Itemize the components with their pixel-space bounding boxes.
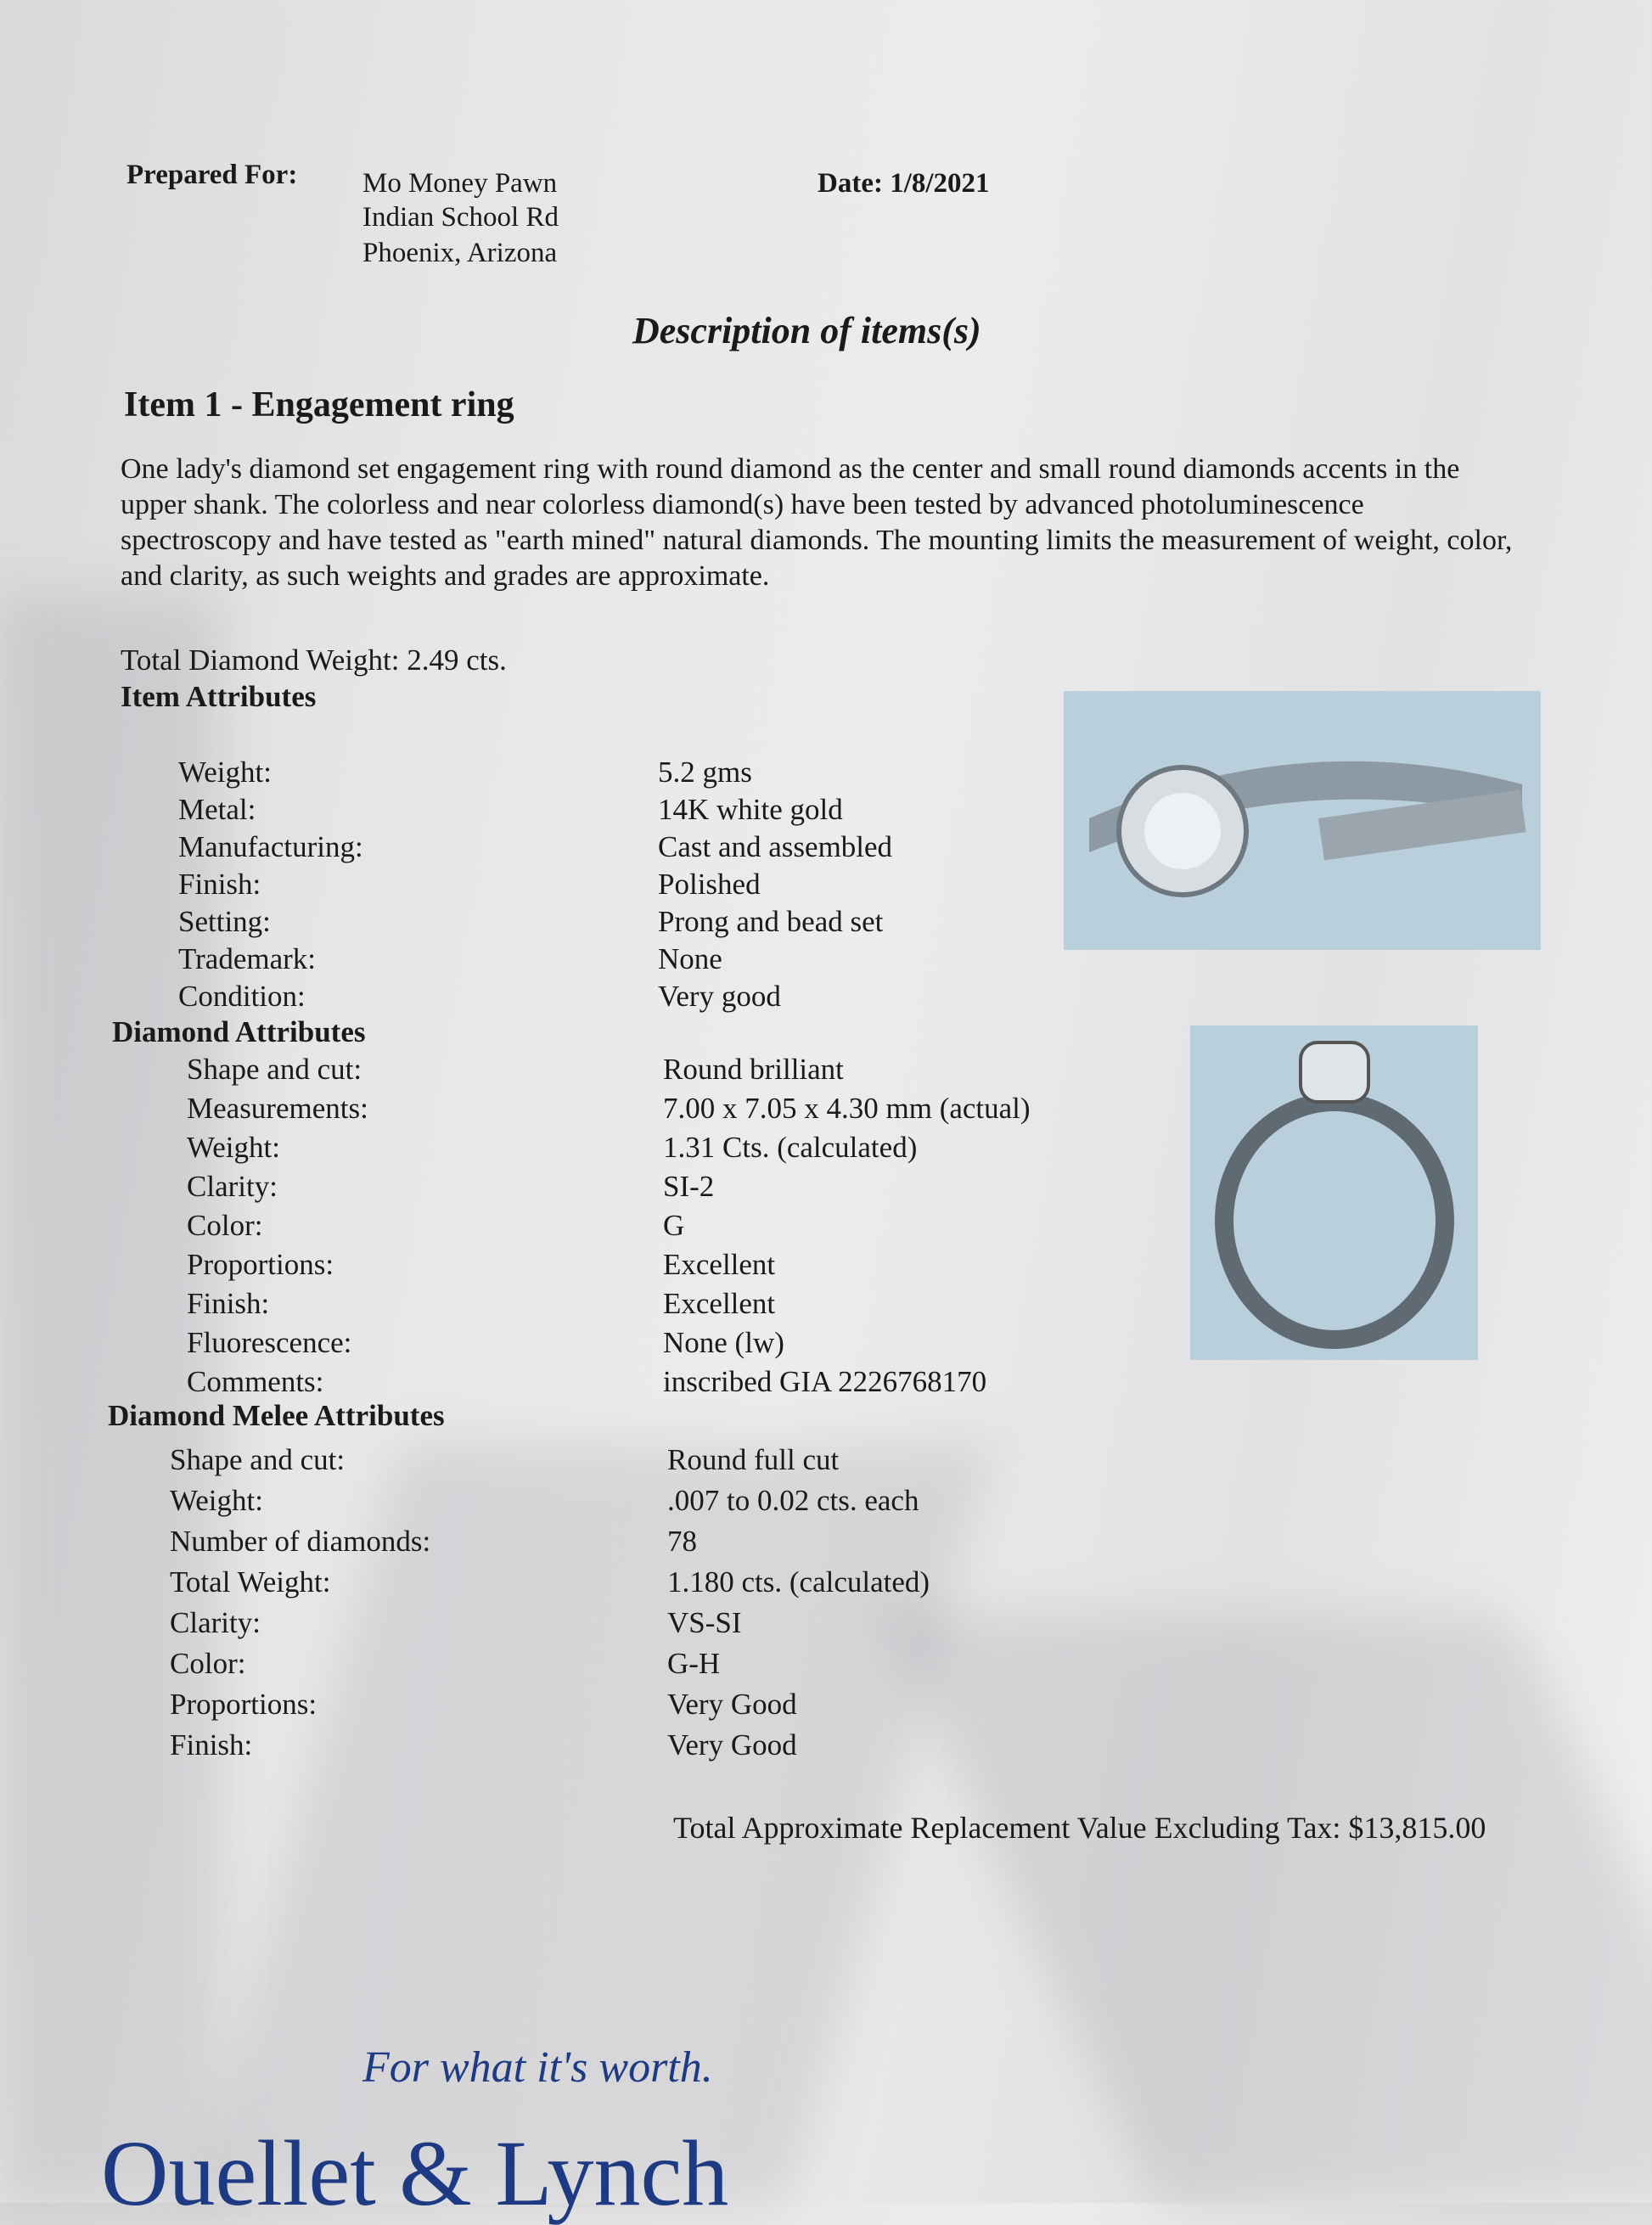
attribute-value: 1.31 Cts. (calculated) <box>663 1131 918 1164</box>
attribute-row <box>187 1209 1036 1248</box>
attribute-row <box>170 1565 1019 1606</box>
ring-side-photo <box>1064 691 1541 950</box>
attribute-label: Finish: <box>170 1728 253 1761</box>
ring-front-photo <box>1190 1025 1478 1360</box>
attribute-value: None (lw) <box>663 1326 784 1359</box>
attribute-row <box>187 1170 1036 1209</box>
attribute-label: Color: <box>170 1647 246 1680</box>
attribute-value: Round brilliant <box>663 1053 844 1086</box>
attribute-label: Condition: <box>178 980 306 1013</box>
attribute-label: Fluorescence: <box>187 1326 352 1359</box>
attribute-label: Finish: <box>187 1287 270 1320</box>
attribute-label: Trademark: <box>178 942 317 975</box>
attribute-label: Setting: <box>178 905 271 938</box>
attribute-label: Measurements: <box>187 1092 368 1125</box>
attribute-value: Excellent <box>663 1287 776 1320</box>
attribute-label: Metal: <box>178 793 256 826</box>
prepared-for-label: Prepared For: <box>126 160 298 190</box>
address-line: Mo Money Pawn <box>362 168 558 199</box>
attribute-row <box>170 1728 1019 1769</box>
section-title: Description of items(s) <box>632 310 981 351</box>
attribute-label: Comments: <box>187 1365 324 1398</box>
attribute-label: Clarity: <box>187 1170 278 1203</box>
attribute-row <box>187 1248 1036 1287</box>
attribute-row <box>187 1131 1036 1170</box>
attribute-value: Excellent <box>663 1248 776 1281</box>
attribute-value: None <box>658 942 722 975</box>
attribute-row <box>178 868 942 905</box>
total-value: Total Approximate Replacement Value Excluding Tax: $13,815.00 <box>673 1811 1486 1845</box>
attribute-label: Finish: <box>178 868 261 901</box>
attribute-value: 7.00 x 7.05 x 4.30 mm (actual) <box>663 1092 1031 1125</box>
attribute-label: Weight: <box>187 1131 280 1164</box>
attribute-row <box>170 1688 1019 1728</box>
attribute-label: Clarity: <box>170 1606 261 1639</box>
attribute-row <box>187 1287 1036 1326</box>
attribute-row <box>187 1326 1036 1365</box>
attribute-value: G <box>663 1209 685 1242</box>
attribute-value: VS-SI <box>667 1606 742 1639</box>
melee-attributes-title: Diamond Melee Attributes <box>108 1399 445 1432</box>
attribute-value: 5.2 gms <box>658 756 752 789</box>
attribute-value: inscribed GIA 2226768170 <box>663 1365 987 1398</box>
attribute-label: Shape and cut: <box>187 1053 362 1086</box>
attribute-row <box>170 1443 1019 1484</box>
attribute-row <box>178 756 942 793</box>
attribute-value: Very good <box>658 980 781 1013</box>
attribute-row <box>178 942 942 980</box>
attribute-row <box>187 1092 1036 1131</box>
attribute-row <box>170 1647 1019 1688</box>
brand-logo: Ouellet & Lynch <box>101 2121 729 2225</box>
attribute-row <box>178 980 942 1017</box>
item-attributes-title: Item Attributes <box>121 680 317 713</box>
melee-attributes-list <box>170 1443 1019 1769</box>
attribute-value: G-H <box>667 1647 721 1680</box>
date: Date: 1/8/2021 <box>818 168 990 199</box>
attribute-label: Weight: <box>178 756 272 789</box>
attribute-label: Color: <box>187 1209 263 1242</box>
attribute-value: Very Good <box>667 1688 797 1721</box>
attribute-value: 78 <box>667 1525 697 1558</box>
diamond-attributes-title: Diamond Attributes <box>112 1015 366 1048</box>
attribute-row <box>187 1053 1036 1092</box>
attribute-row <box>178 830 942 868</box>
attribute-label: Weight: <box>170 1484 263 1517</box>
attribute-value: Very Good <box>667 1728 797 1761</box>
attribute-label: Total Weight: <box>170 1565 331 1599</box>
item-attributes-list <box>178 756 942 1017</box>
attribute-label: Shape and cut: <box>170 1443 346 1476</box>
attribute-label: Proportions: <box>187 1248 334 1281</box>
address-line: Phoenix, Arizona <box>362 238 558 268</box>
attribute-row <box>170 1525 1019 1565</box>
attribute-label: Manufacturing: <box>178 830 363 863</box>
attribute-row <box>178 905 942 942</box>
attribute-row <box>170 1484 1019 1525</box>
total-diamond-weight: Total Diamond Weight: 2.49 cts. <box>121 643 507 677</box>
attribute-value: 1.180 cts. (calculated) <box>667 1565 930 1599</box>
attribute-value: SI-2 <box>663 1170 715 1203</box>
attribute-label: Number of diamonds: <box>170 1525 431 1558</box>
diamond-attributes-list <box>187 1053 1036 1404</box>
address-line: Indian School Rd <box>362 202 559 233</box>
attribute-value: Polished <box>658 868 761 901</box>
attribute-value: Round full cut <box>667 1443 840 1476</box>
item-description: One lady's diamond set engagement ring with round diamond as the center and small round diamonds accents in the upper shank. The colorless and near colorless diamond(s) have been tested by advanced photoluminescence spectroscopy and have tested as "earth mined" natural diamonds. The mounting limits the measurement of weight, color, and clarity, as such weights and grades are approximate. <box>121 453 1513 592</box>
attribute-row <box>170 1606 1019 1647</box>
attribute-value: Prong and bead set <box>658 905 884 938</box>
item-heading: Item 1 - Engagement ring <box>124 385 514 424</box>
attribute-value: Cast and assembled <box>658 830 893 863</box>
attribute-label: Proportions: <box>170 1688 317 1721</box>
attribute-value: .007 to 0.02 cts. each <box>667 1484 919 1517</box>
tagline: For what it's worth. <box>362 2043 713 2092</box>
attribute-row <box>178 793 942 830</box>
attribute-value: 14K white gold <box>658 793 843 826</box>
